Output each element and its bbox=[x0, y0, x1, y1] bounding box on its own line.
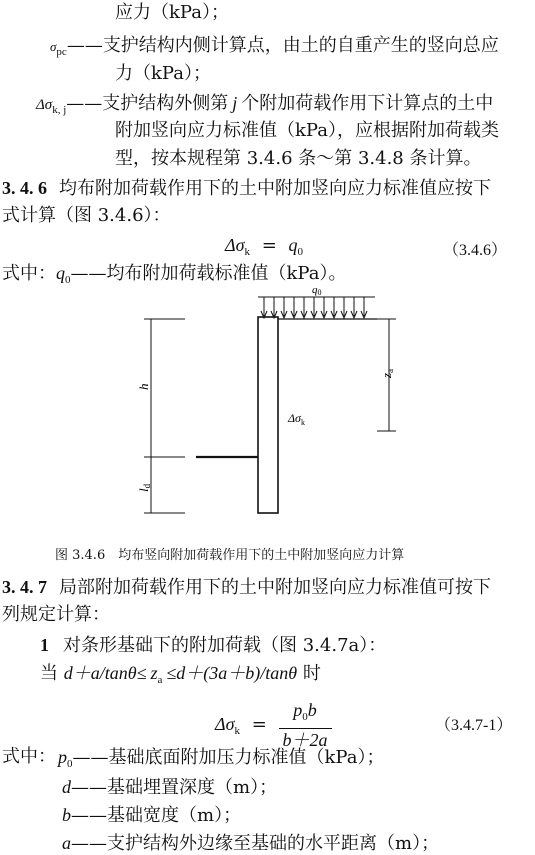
def-delta-sigma-cont1: 附加竖向应力标准值（kPa），应根据附加荷载类 bbox=[115, 120, 499, 141]
where-347-label: 式中： bbox=[2, 746, 56, 767]
def-delta-sigma-cont2: 型，按本规程第 3.4.6 条～第 3.4.8 条计算。 bbox=[115, 148, 482, 169]
load-label: q0 bbox=[312, 284, 322, 297]
def-sigma-pc-cont: 力（kPa）； bbox=[115, 63, 211, 84]
figure-346 bbox=[0, 280, 535, 530]
def-sigma-pc bbox=[50, 35, 499, 63]
def-symbol: $\Delta\sigma_{k, j}$ bbox=[36, 97, 67, 116]
def-symbol: $\sigma_{pc}$ bbox=[50, 39, 67, 58]
za-label: za bbox=[379, 368, 395, 378]
section-347-line1: 3. 4. 7 局部附加荷载作用下的土中附加竖向应力标准值可按下 bbox=[2, 577, 491, 598]
def-p0: $p_0——$基础底面附加压力标准值（kPa）； bbox=[58, 747, 385, 770]
load-arrows bbox=[261, 297, 367, 318]
section-346-line2: 式计算（图 3.4.6）： bbox=[2, 205, 171, 226]
h-label: h bbox=[136, 383, 151, 390]
section-number: 3. 4. 6 bbox=[2, 178, 47, 198]
eq-number-346: （3.4.6） bbox=[443, 242, 508, 259]
fraction: $\frac{p_0b}{b+2a}$ bbox=[279, 700, 332, 750]
section-347-line2: 列规定计算： bbox=[2, 604, 110, 625]
def-d: d——基础埋置深度（m）； bbox=[62, 777, 278, 798]
def-a: a——支护结构外边缘至基础的水平距离（m）； bbox=[62, 833, 440, 854]
def-text: ——支护结构内侧计算点，由土的自重产生的竖向总应 bbox=[66, 35, 499, 56]
formula-346: $\Delta\sigma_k = q_0$ bbox=[225, 235, 304, 258]
def-delta-sigma-kj: $\Delta\sigma_{k, j}——$支护结构外侧第 j 个附加荷载作用下计算点的土中 bbox=[36, 93, 494, 116]
ld-label: ld bbox=[136, 483, 152, 492]
section-346-line1: 3. 4. 6 均布附加荷载作用下的土中附加竖向应力标准值应按下 bbox=[2, 178, 491, 199]
section-number: 3. 4. 7 bbox=[2, 577, 47, 597]
def-continuation-line: 应力（kPa）； bbox=[115, 2, 229, 23]
figure-caption: 图 3.4.6 均布竖向附加荷载作用下的土中附加竖向应力计算 bbox=[55, 548, 405, 563]
eq-number-3471: （3.4.7-1） bbox=[435, 717, 513, 734]
def-b: b——基础宽度（m）； bbox=[62, 805, 242, 826]
formula-3471: $\Delta\sigma_k$ = $\frac{p_0b}{b+2a}$ bbox=[215, 700, 332, 750]
uniform-load bbox=[258, 297, 375, 318]
stress-label: $\Delta\sigma_k$ bbox=[288, 411, 305, 427]
where-346: 式中：$q_0——$均布附加荷载标准值（kPa）。 bbox=[2, 263, 347, 286]
item-number: 1 bbox=[40, 635, 49, 655]
item-1: 1 对条形基础下的附加荷载（图 3.4.7a）： bbox=[40, 635, 387, 656]
condition-line: 当 $d+a/\tan\theta\le z_a \le d+(3a+b)/\tan\theta$ 时 bbox=[40, 663, 321, 686]
retaining-wall bbox=[258, 317, 278, 513]
